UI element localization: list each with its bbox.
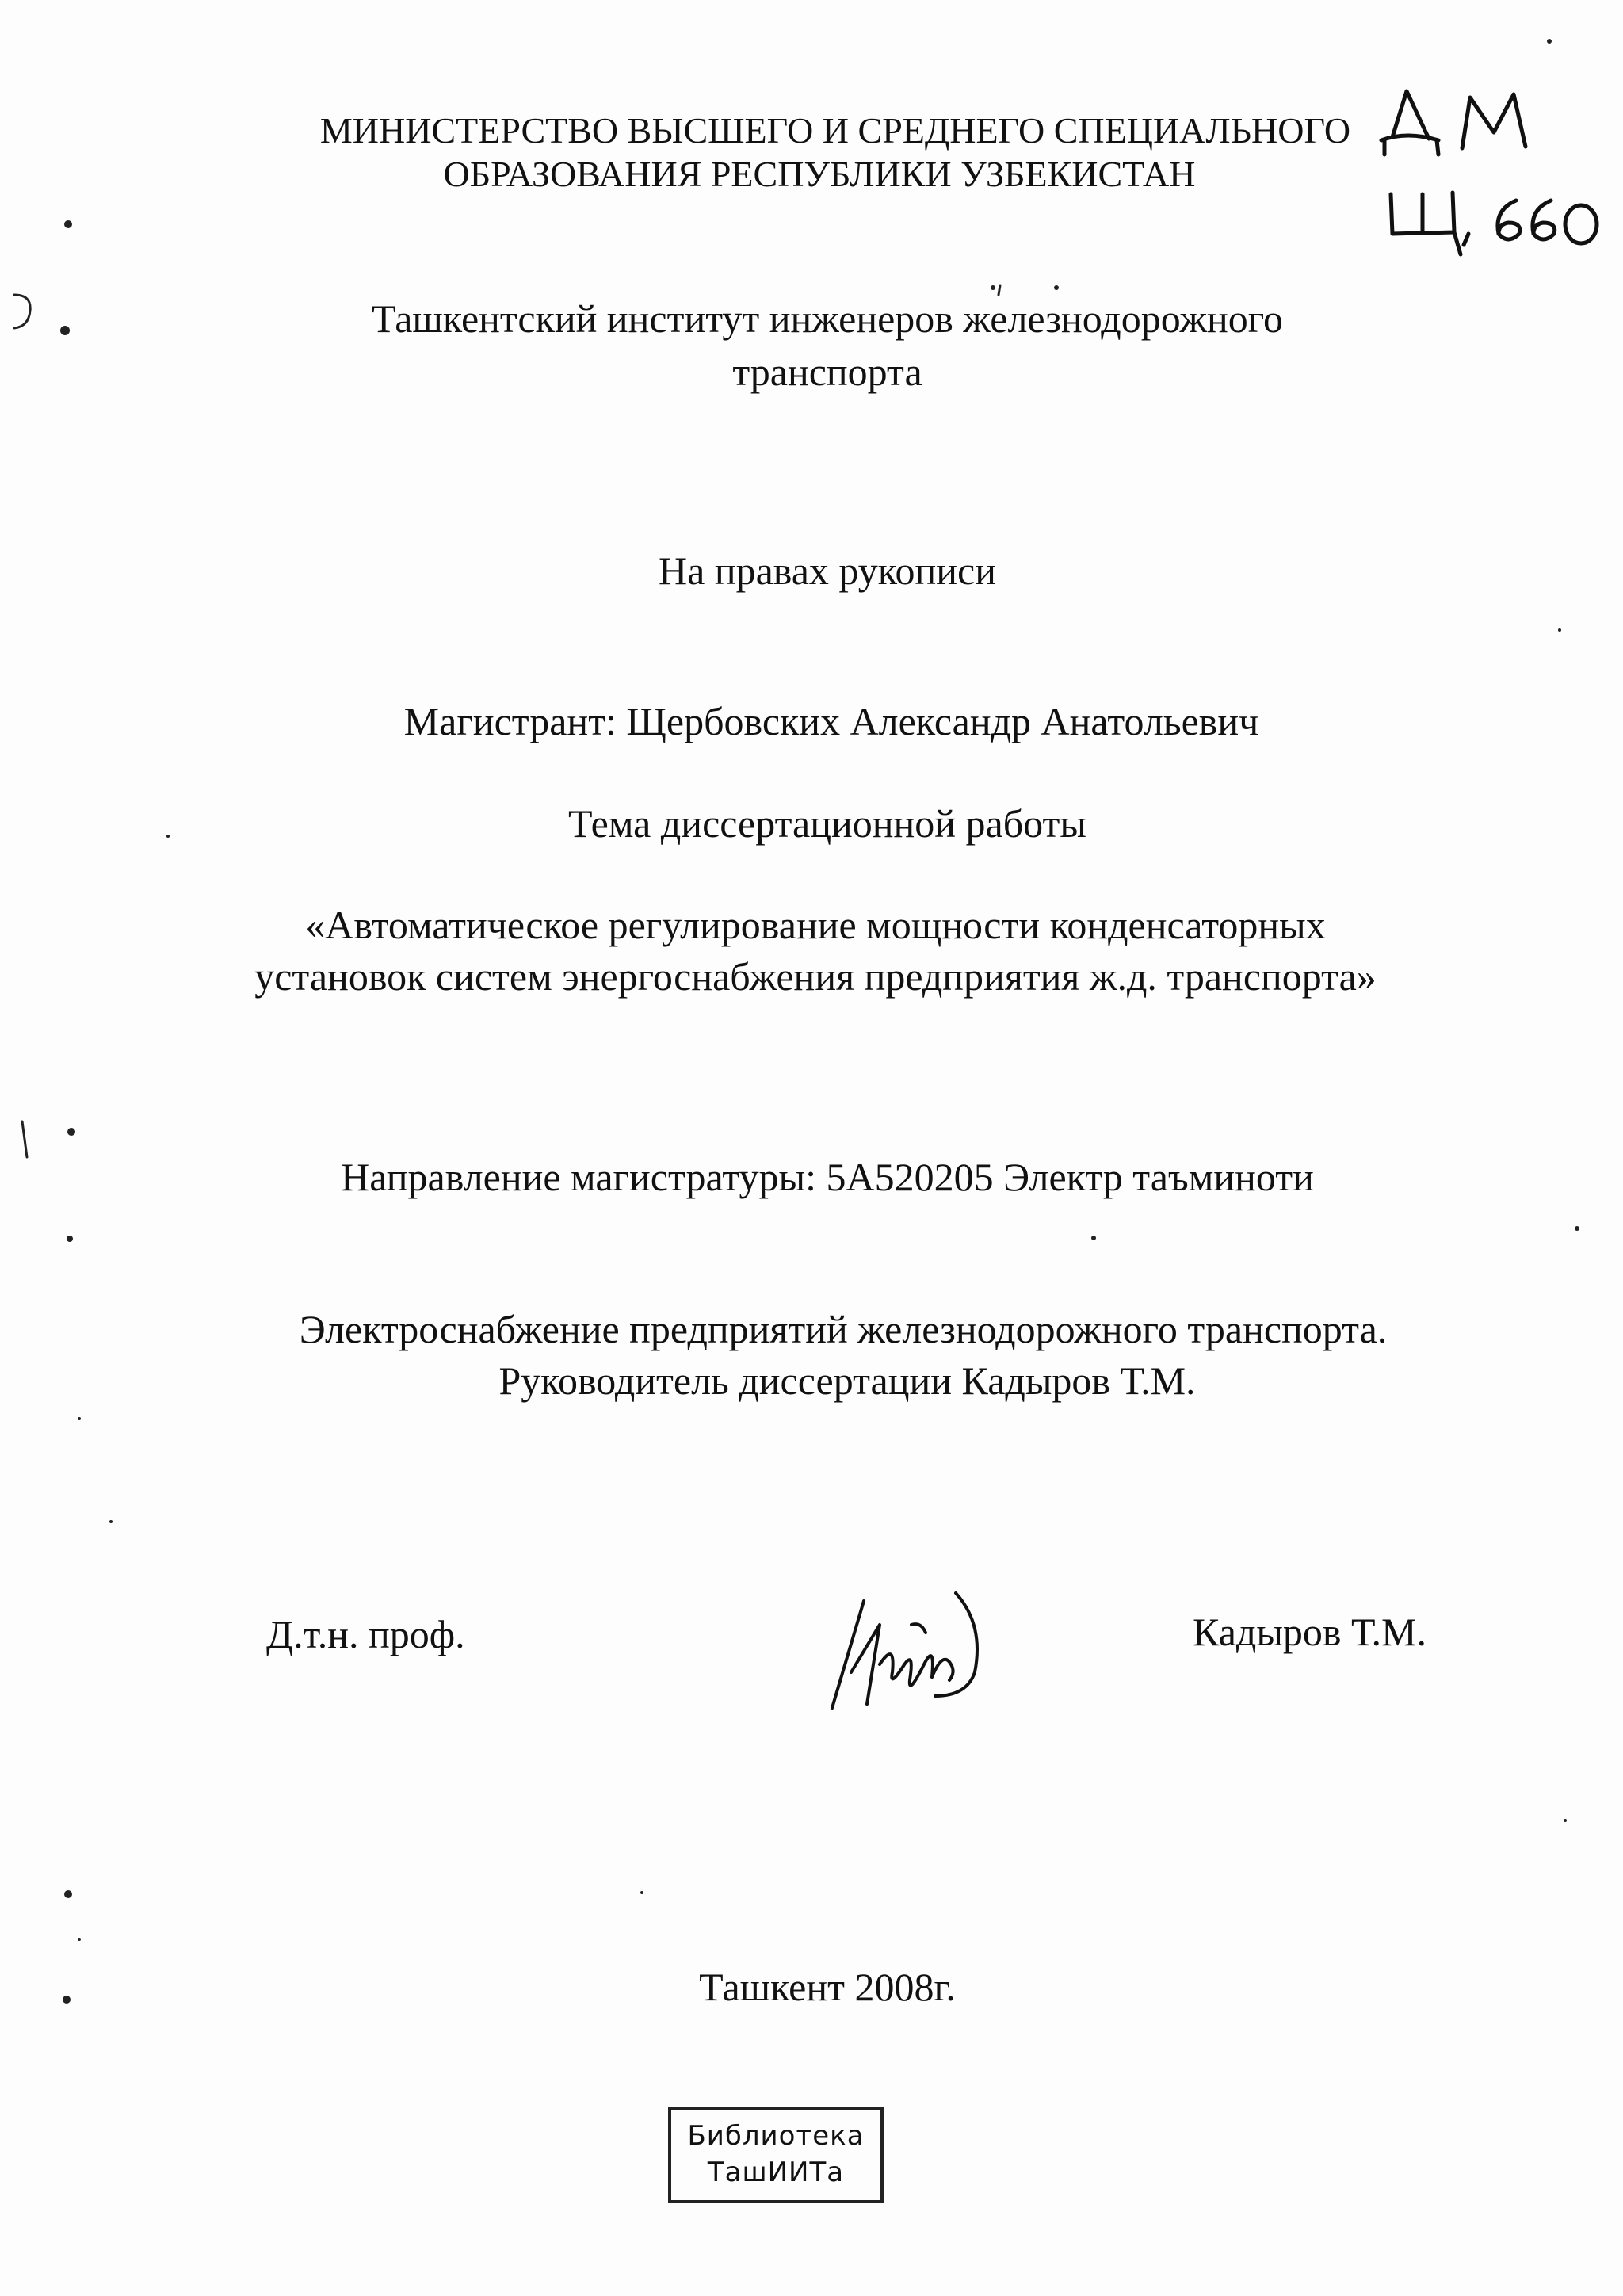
supervisor: Руководитель диссертации Кадыров Т.М.	[498, 1358, 1196, 1403]
topic-title-line-1: «Автоматическое регулирование мощности конденсаторных	[305, 903, 1326, 947]
library-stamp	[668, 2107, 884, 2203]
institute-line-2: транспорта	[732, 350, 922, 394]
manuscript-rights: На правах рукописи	[659, 548, 996, 593]
ministry-line-1: МИНИСТЕРСТВО ВЫСШЕГО И СРЕДНЕГО СПЕЦИАЛЬНОГО	[319, 110, 1351, 151]
handwritten-catalog-note	[1375, 75, 1605, 266]
student-name: Магистрант: Щербовских Александр Анатольевич	[403, 699, 1259, 743]
signatory-name: Кадыров Т.М.	[1193, 1610, 1427, 1654]
city-and-year: Ташкент 2008г.	[699, 1965, 956, 2009]
signatory-title: Д.т.н. проф.	[266, 1612, 465, 1656]
handwritten-signature	[816, 1577, 991, 1716]
masters-direction: Направление магистратуры: 5А520205 Электр таъминоти	[341, 1155, 1314, 1199]
specialization: Электроснабжение предприятий железнодорожного транспорта.	[299, 1307, 1388, 1351]
institute-line-1: Ташкентский институт инженеров железнодорожного	[371, 296, 1284, 341]
stamp-line-1: Библиотека	[687, 2120, 865, 2152]
topic-title-line-2: установок систем энергоснабжения предприятия ж.д. транспорта»	[254, 954, 1377, 999]
stamp-line-2: ТашИИТа	[707, 2157, 845, 2188]
ministry-line-2: ОБРАЗОВАНИЯ РЕСПУБЛИКИ УЗБЕКИСТАН	[443, 154, 1196, 194]
topic-label: Тема диссертационной работы	[568, 801, 1086, 846]
